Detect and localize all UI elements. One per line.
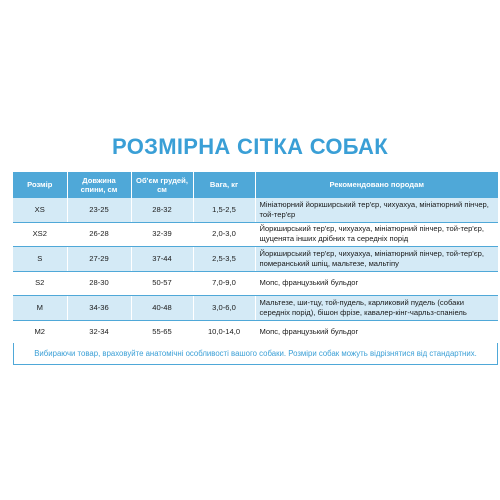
header-back-length: Довжина спини, см xyxy=(67,172,131,198)
cell-back-length: 27-29 xyxy=(67,247,131,272)
footnote: Вибираючи товар, враховуйте анатомічні особливості вашого собаки. Розміри собак можуть відрізнятися від стандартних. xyxy=(13,343,498,365)
cell-size: XS2 xyxy=(13,222,67,247)
cell-weight: 1,5-2,5 xyxy=(193,198,255,222)
cell-size: M xyxy=(13,296,67,321)
table-body xyxy=(13,198,498,345)
cell-breeds: Мініатюрний йоркширський тер'єр, чихуахуа, мініатюрний пінчер, той-тер'єр xyxy=(255,198,498,222)
table-row xyxy=(13,198,498,222)
header-chest: Об'єм грудей, см xyxy=(131,172,193,198)
cell-breeds: Йоркширський тер'єр, чихуахуа, мініатюрний пінчер, той-тер'єр, щуценята інших дрібних та середніх порід xyxy=(255,222,498,247)
cell-breeds: Йоркширський тер'єр, чихуахуа, мініатюрний пінчер, той-тер'єр, померанський шпіц, мальтезе, мальтіпу xyxy=(255,247,498,272)
cell-chest: 28-32 xyxy=(131,198,193,222)
cell-size: S xyxy=(13,247,67,272)
cell-size: S2 xyxy=(13,271,67,296)
cell-back-length: 32-34 xyxy=(67,320,131,345)
cell-chest: 40-48 xyxy=(131,296,193,321)
cell-back-length: 26-28 xyxy=(67,222,131,247)
cell-back-length: 23-25 xyxy=(67,198,131,222)
cell-weight: 2,5-3,5 xyxy=(193,247,255,272)
table-row xyxy=(13,320,498,345)
cell-back-length: 28-30 xyxy=(67,271,131,296)
header-size: Розмір xyxy=(13,172,67,198)
cell-weight: 2,0-3,0 xyxy=(193,222,255,247)
table-row xyxy=(13,296,498,321)
cell-back-length: 34-36 xyxy=(67,296,131,321)
cell-breeds: Мопс, французький бульдог xyxy=(255,320,498,345)
header-row xyxy=(13,172,498,198)
size-chart-table xyxy=(13,172,498,345)
table-header xyxy=(13,172,498,198)
cell-weight: 3,0-6,0 xyxy=(193,296,255,321)
cell-size: XS xyxy=(13,198,67,222)
table-row xyxy=(13,271,498,296)
cell-chest: 50-57 xyxy=(131,271,193,296)
header-breeds: Рекомендовано породам xyxy=(255,172,498,198)
cell-weight: 10,0-14,0 xyxy=(193,320,255,345)
header-weight: Вага, кг xyxy=(193,172,255,198)
cell-breeds: Мальтезе, ши-тцу, той-пудель, карликовий пудель (собаки середніх порід), бішон фрізе, кавалер-кінг-чарльз-спаніель xyxy=(255,296,498,321)
cell-chest: 55-65 xyxy=(131,320,193,345)
cell-chest: 32-39 xyxy=(131,222,193,247)
cell-weight: 7,0-9,0 xyxy=(193,271,255,296)
table-row xyxy=(13,222,498,247)
cell-chest: 37-44 xyxy=(131,247,193,272)
table-row xyxy=(13,247,498,272)
cell-size: M2 xyxy=(13,320,67,345)
cell-breeds: Мопс, французький бульдог xyxy=(255,271,498,296)
page-title: РОЗМІРНА СІТКА СОБАК xyxy=(112,134,388,159)
